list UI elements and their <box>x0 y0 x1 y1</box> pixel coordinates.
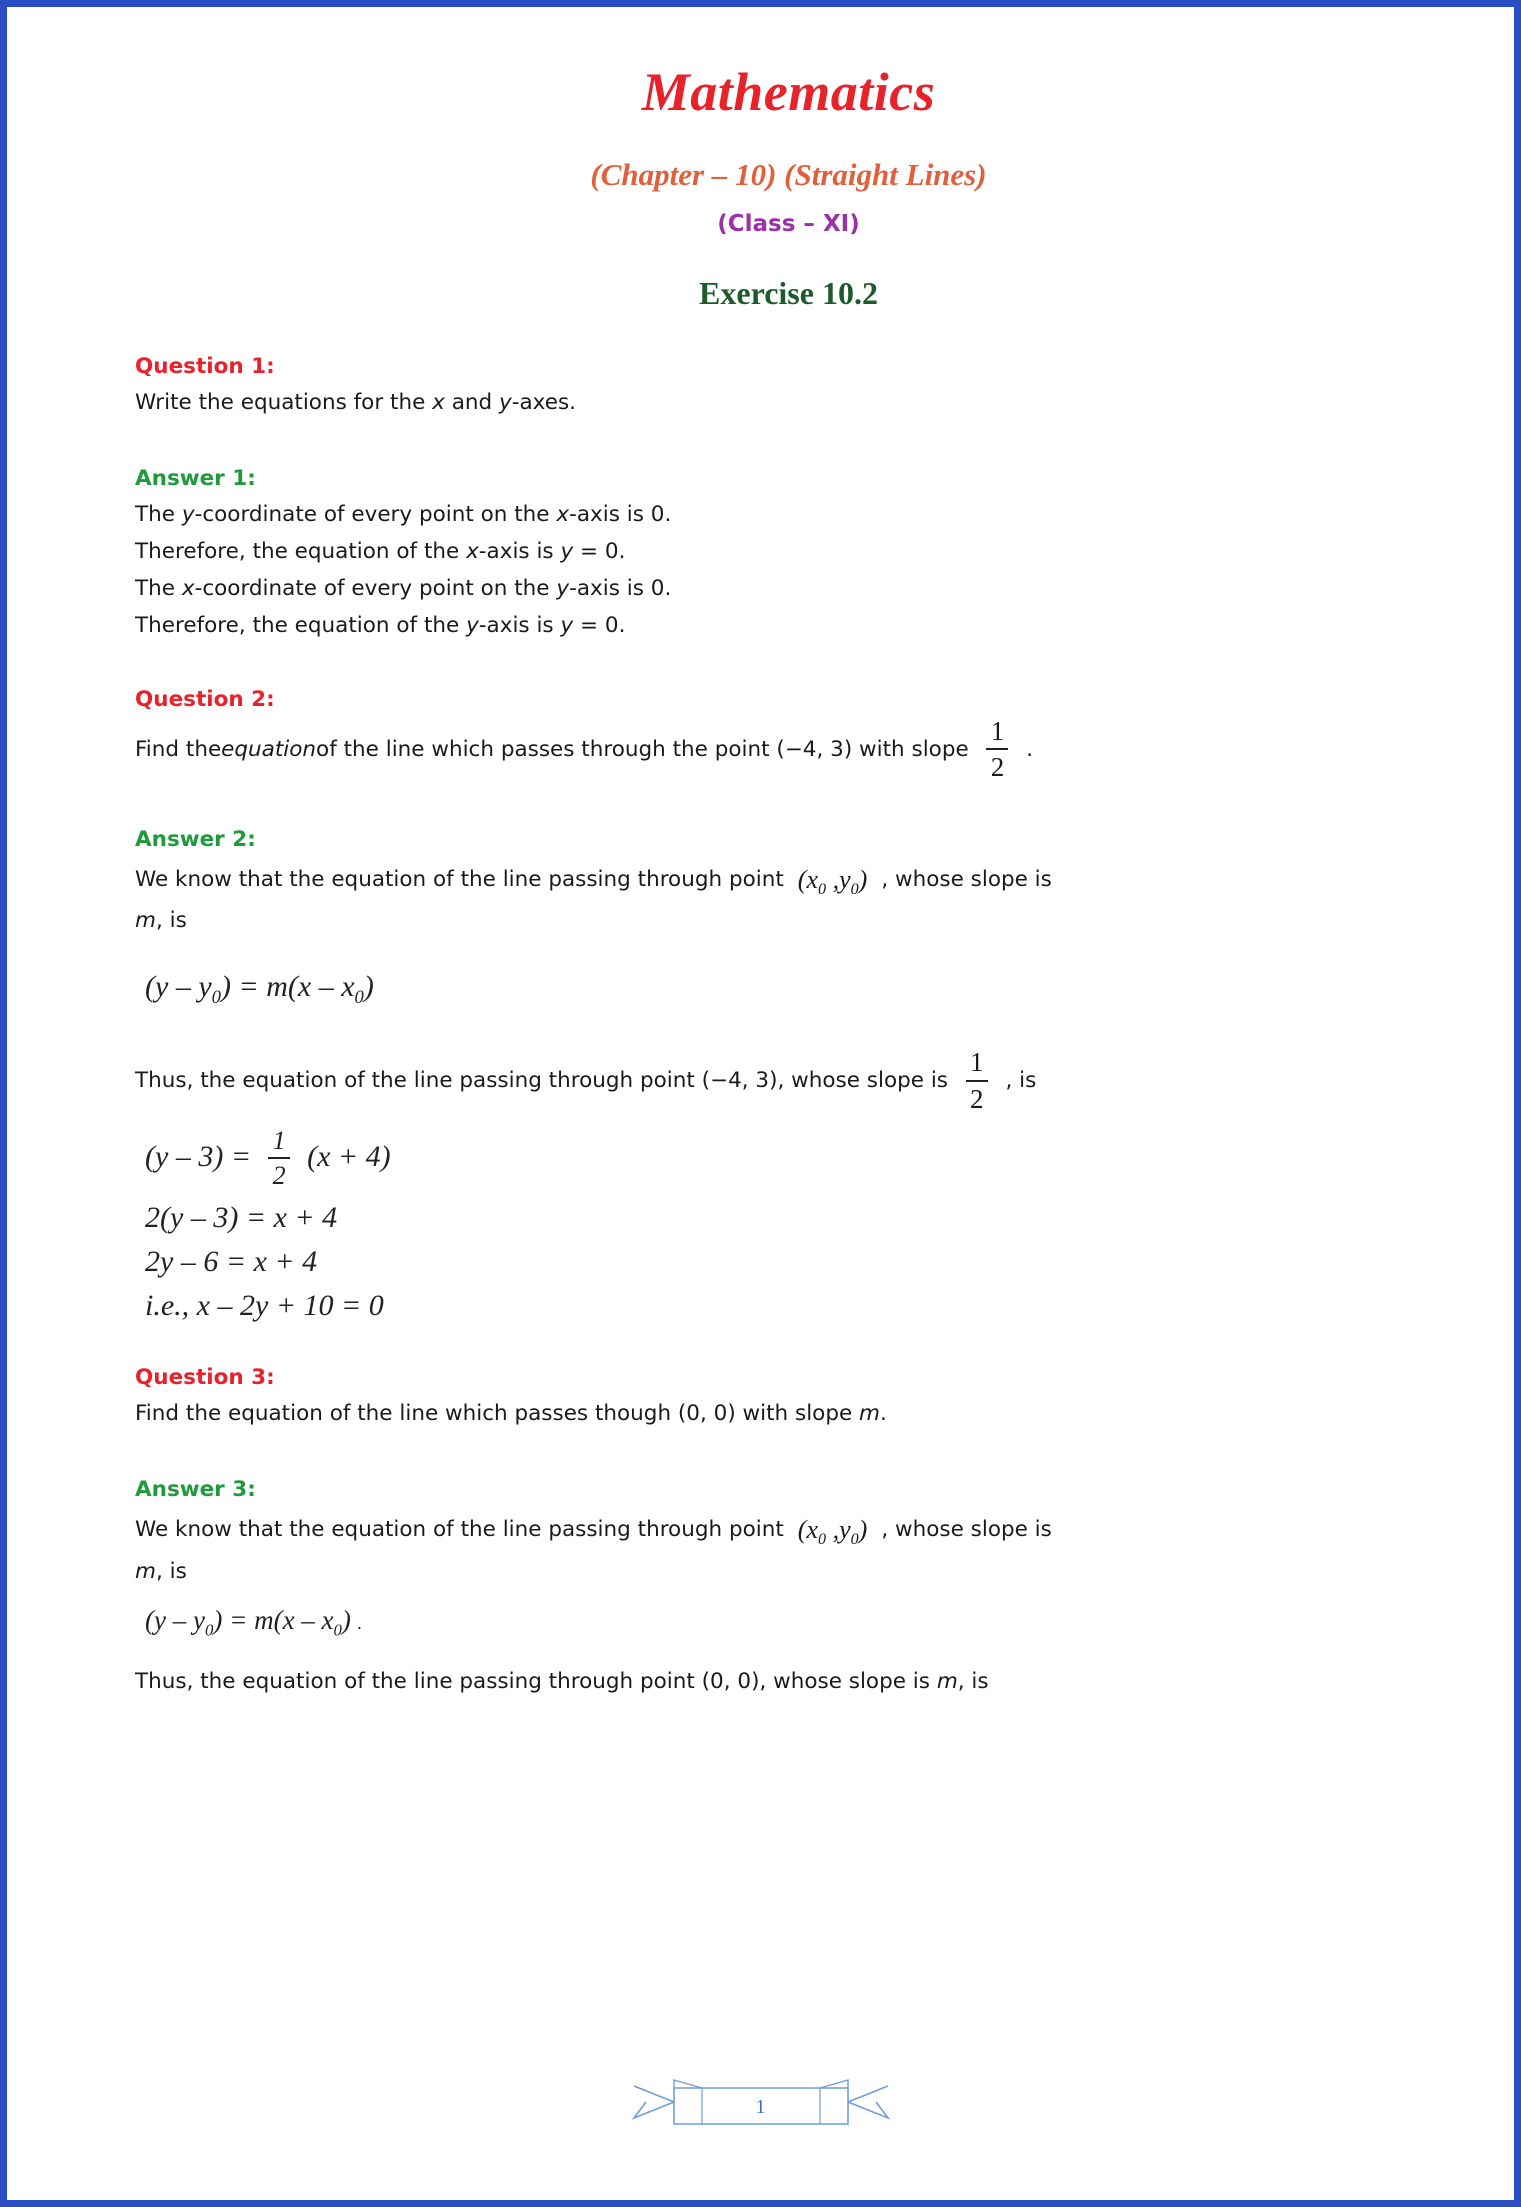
answer-2-derivation-line-3: 2y – 6 = x + 4 <box>145 1244 318 1278</box>
question-3-label: Question 3: <box>135 1364 275 1390</box>
page-number: 1 <box>755 2096 766 2118</box>
answer-3-line-1-prefix: We know that the equation of the line passing through point <box>135 1517 784 1543</box>
point-symbol-x0y0: ($x_0$ $,y_0$) <box>797 1514 868 1548</box>
question-1-label: Question 1: <box>135 354 275 379</box>
page-title: Mathematics <box>641 62 936 122</box>
answer-2-derivation-line-2: 2(y – 3) = x + 4 <box>145 1200 338 1234</box>
answer-1-label: Answer 1: <box>135 465 256 491</box>
exercise-heading: Exercise 10.2 <box>699 275 878 311</box>
question-2-fraction <box>985 717 1011 782</box>
question-3-text: Find the equation of the line which passes though (0, 0) with slope m. <box>135 1400 887 1426</box>
answer-2-line-3-prefix: Thus, the equation of the line passing through point (−4, 3), whose slope is <box>135 1068 948 1094</box>
answer-2-point-slope-formula: $(y - y_0) = m(x - x_0)$ <box>145 970 374 1009</box>
question-2-prefix: Find the <box>135 736 222 762</box>
point-symbol-x0y0: ($x_0$ $,y_0$) <box>797 864 868 898</box>
chapter-subtitle: (Chapter – 10) (Straight Lines) <box>590 157 987 192</box>
answer-1-line-4: Therefore, the equation of the y-axis is y = 0. <box>135 612 626 638</box>
fraction-numerator: 1 <box>990 715 1005 746</box>
answer-2-derivation-line-4: i.e., x – 2y + 10 = 0 <box>145 1288 384 1322</box>
answer-2-label: Answer 2: <box>135 826 256 852</box>
page-footer-ribbon <box>7 2072 1514 2152</box>
answer-3-label: Answer 3: <box>135 1476 256 1502</box>
answer-1-line-1: The y-coordinate of every point on the x-axis is 0. <box>135 501 672 527</box>
answer-2-line-1 <box>135 858 1442 904</box>
answer-1-line-2: Therefore, the equation of the x-axis is y = 0. <box>135 538 626 564</box>
question-2-text <box>135 715 1442 783</box>
answer-2-line-3 <box>135 1049 1442 1114</box>
question-2-italic-word: equation <box>221 736 317 762</box>
fraction-bar <box>966 1080 988 1082</box>
answer-3-line-2: m, is <box>135 1558 187 1584</box>
answer-2-line-3-suffix: , is <box>1005 1068 1037 1094</box>
question-1-text: Write the equations for the x and y-axes. <box>135 390 576 415</box>
question-2-middle: of the line which passes through the point (−4, 3) with slope <box>316 736 969 762</box>
answer-2-line-1-suffix: , whose slope is <box>881 867 1052 892</box>
answer-2-line-3-fraction <box>964 1048 990 1113</box>
fraction-numerator: 1 <box>970 1047 984 1078</box>
question-2-label: Question 2: <box>135 686 275 712</box>
page-content <box>7 7 1514 2200</box>
answer-3-line-1-suffix: , whose slope is <box>881 1517 1052 1543</box>
class-subtitle: (Class – XI) <box>717 211 860 237</box>
answer-3-line-1 <box>135 1508 1442 1554</box>
fraction-denominator: 2 <box>970 1083 984 1114</box>
answer-2-derivation-line-1: (y – 3) = $\frac{1}{2}$ (x + 4) <box>145 1126 391 1191</box>
answer-1-line-3: The x-coordinate of every point on the y-axis is 0. <box>135 575 672 601</box>
answer-3-point-slope-formula: $(y - y_0) = m(x - x_0)$ . <box>145 1604 363 1639</box>
answer-2-line-2: m, is <box>135 908 187 934</box>
question-2-suffix: . <box>1026 736 1034 762</box>
fraction-bar <box>986 748 1008 750</box>
fraction-denominator: 2 <box>990 752 1005 783</box>
answer-3-closing-line: Thus, the equation of the line passing through point (0, 0), whose slope is m, is <box>135 1668 989 1694</box>
answer-2-line-1-prefix: We know that the equation of the line passing through point <box>135 867 784 892</box>
